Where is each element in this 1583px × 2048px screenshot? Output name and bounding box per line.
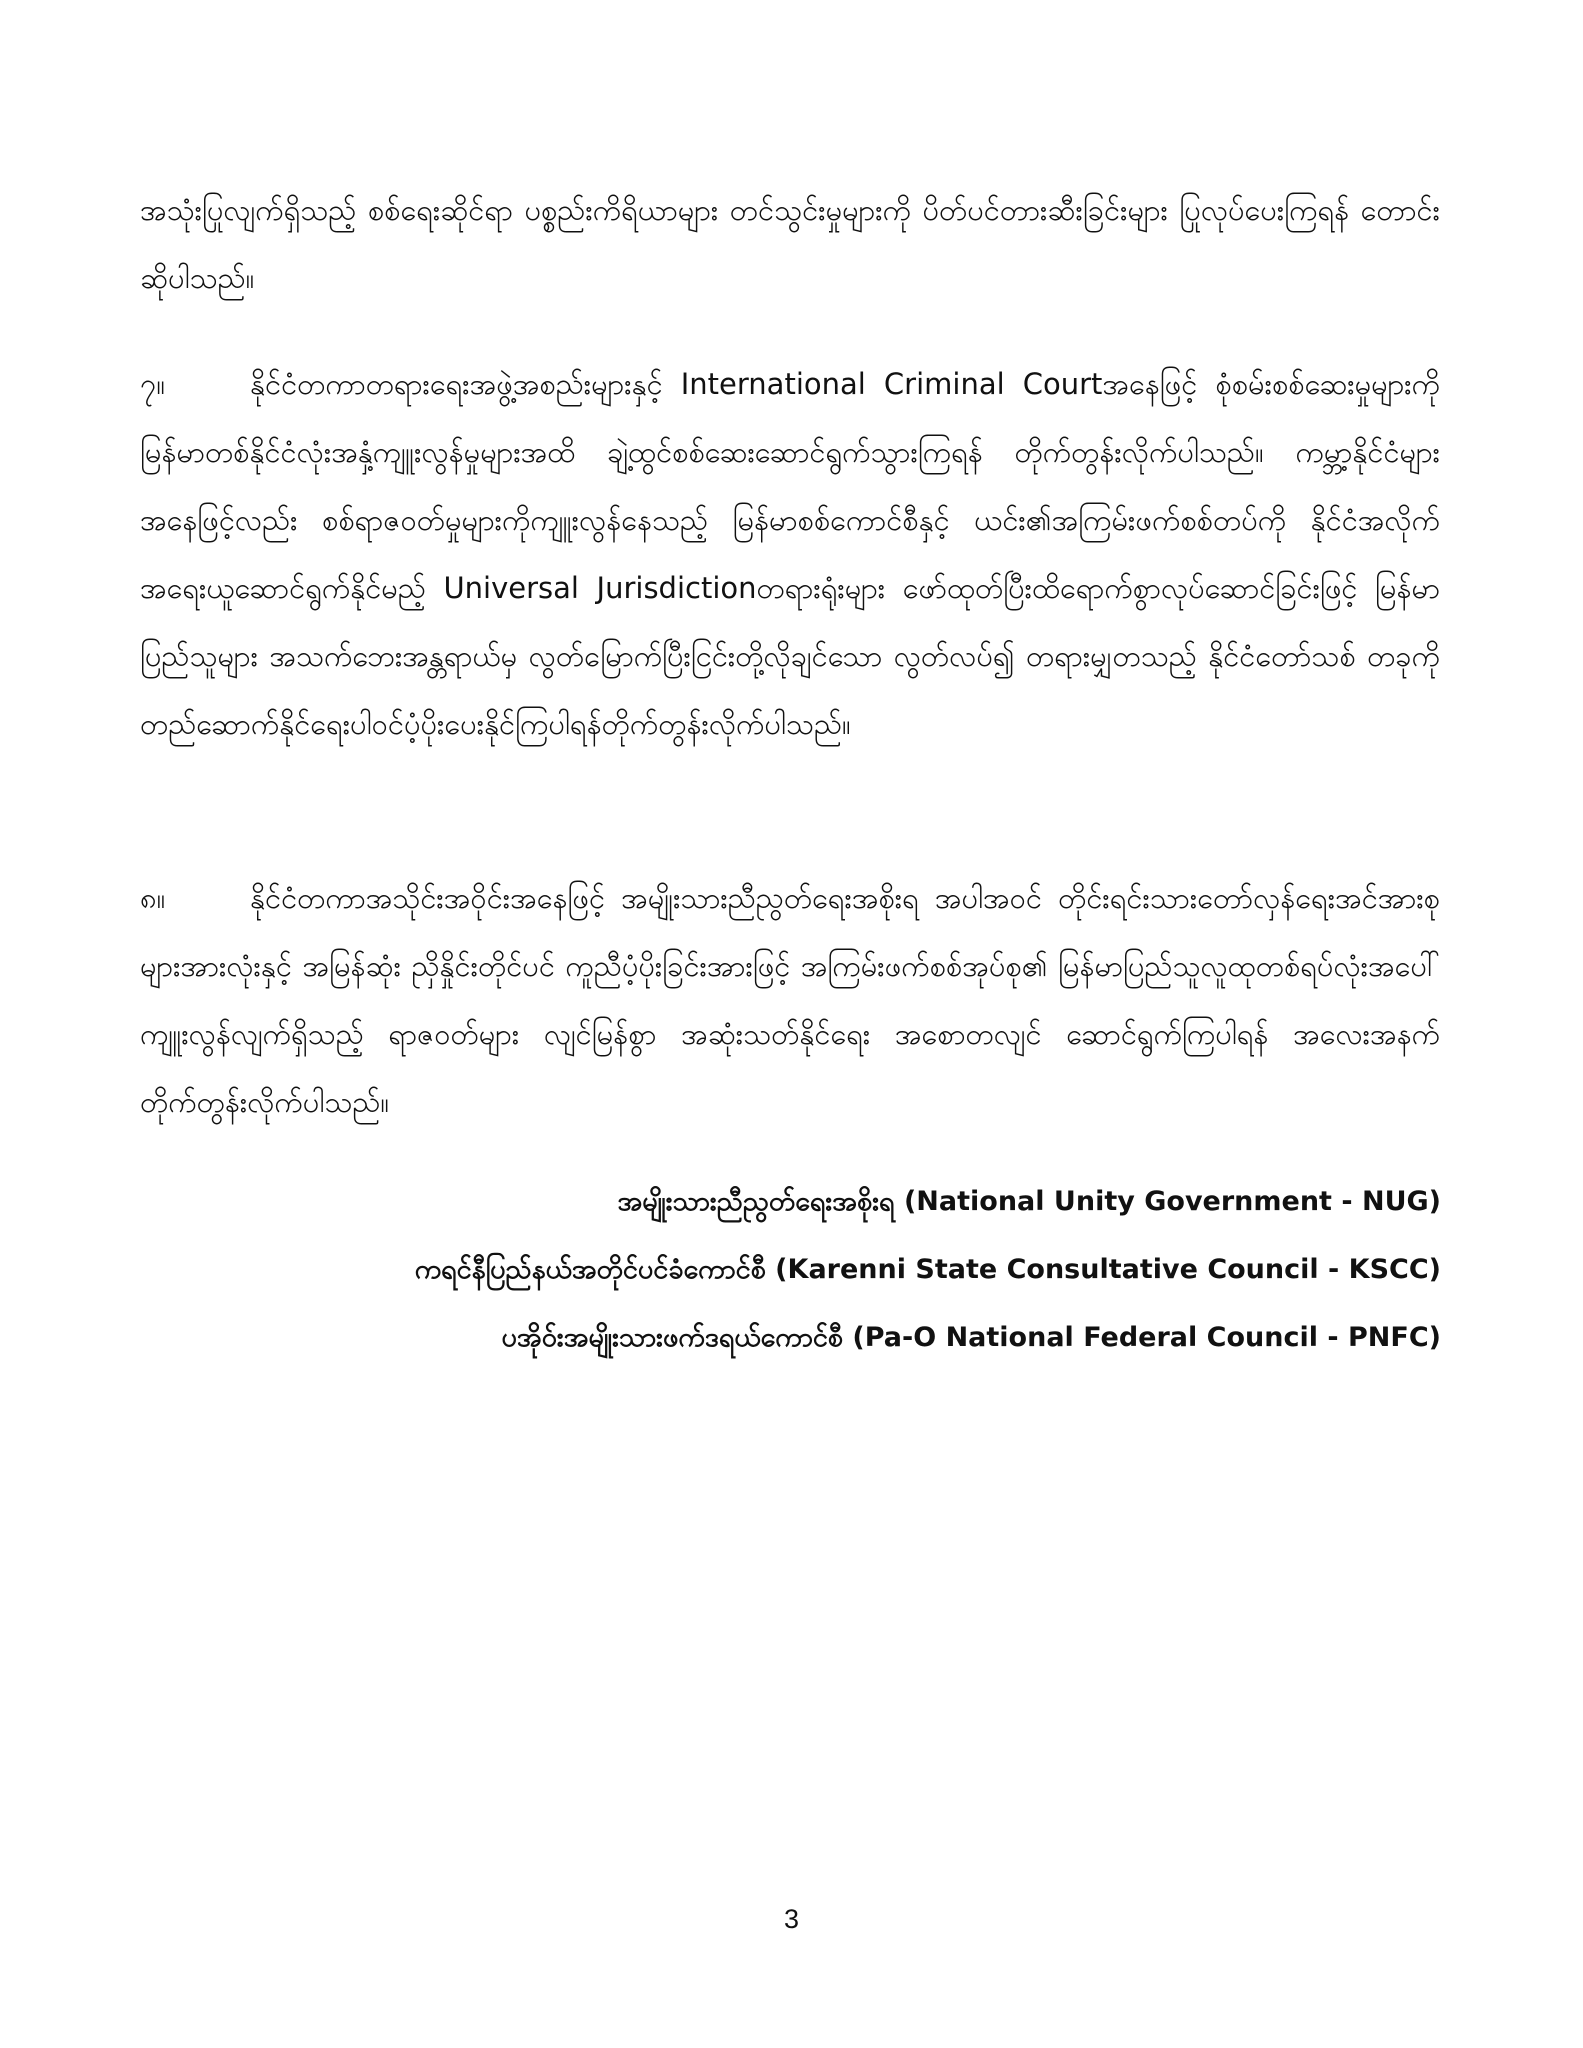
signature-kscc: ကရင်နီပြည်နယ်အတိုင်ပင်ခံကောင်စီ (Karenni State Consultative Council - KSCC) [414, 1254, 1441, 1285]
paragraph-7 [140, 350, 1440, 758]
signature-pnfc: ပအိုဝ်းအမျိုးသားဖက်ဒရယ်ကောင်စီ (Pa-O National Federal Council - PNFC) [501, 1322, 1441, 1353]
signature-block [415, 1168, 1441, 1372]
paragraph-continuation: အသုံးပြုလျက်ရှိသည့် စစ်ရေးဆိုင်ရာ ပစ္စည်းကိရိယာများ တင်သွင်းမှုများကို ပိတ်ပင်တားဆီးခြင်းများ ပြုလုပ်ပေးကြရန် တောင်းဆိုပါသည်။ [140, 193, 1440, 295]
page-number: 3 [783, 1904, 800, 1934]
signature-nug: အမျိုးသားညီညွတ်ရေးအစိုးရ (National Unity Government - NUG) [617, 1186, 1441, 1217]
paragraph-8-text: နိုင်ငံတကာအသိုင်းအဝိုင်းအနေဖြင့် အမျိုးသားညီညွတ်ရေးအစိုးရ အပါအဝင် တိုင်းရင်းသားတော်လှန်ရေးအင်အားစုများအားလုံးနှင့် အမြန်ဆုံး ညှိနှိုင်းတိုင်ပင် ကူညီပံ့ပိုးခြင်းအားဖြင့် အကြမ်းဖက်စစ်အုပ်စု၏ မြန်မာပြည်သူလူထုတစ်ရပ်လုံးအပေါ် ကျူးလွန်လျက်ရှိသည့် ရာဇဝတ်များ လျင်မြန်စွာ အဆုံးသတ်နိုင်ရေး အစောတလျင် ဆောင်ရွက်ကြပါရန် အလေးအနက် တိုက်တွန်းလိုက်ပါသည်။ [140, 881, 1440, 1119]
paragraph-7-text: နိုင်ငံတကာတရားရေးအဖွဲ့အစည်းများနှင့် International Criminal Courtအနေဖြင့် စုံစမ်းစစ်ဆေးမှုများကိုမြန်မာတစ်နိုင်ငံလုံးအနှံ့ကျူးလွန်မှုများအထိ ချဲ့ထွင်စစ်ဆေးဆောင်ရွက်သွားကြရန် တိုက်တွန်းလိုက်ပါသည်။ ကမ္ဘာ့နိုင်ငံများအနေဖြင့်လည်း စစ်ရာဇဝတ်မှုများကိုကျူးလွန်နေသည့် မြန်မာစစ်ကောင်စီနှင့် ယင်း၏အကြမ်းဖက်စစ်တပ်ကို နိုင်ငံအလိုက်အရေးယူဆောင်ရွက်နိုင်မည့် Universal Jurisdictionတရားရုံးများ ဖော်ထုတ်ပြီးထိရောက်စွာလုပ်ဆောင်ခြင်းဖြင့် မြန်မာပြည်သူများ အသက်ဘေးအန္တရာယ်မှ လွတ်မြောက်ပြီးငြင်းတို့လိုချင်သော လွတ်လပ်၍ တရားမျှတသည့် နိုင်ငံတော်သစ် တခုကိုတည်ဆောက်နိုင်ရေးပါဝင်ပံ့ပိုးပေးနိုင်ကြပါရန်တိုက်တွန်းလိုက်ပါသည်။ [140, 367, 1440, 741]
paragraph-8-number: ၈။ [140, 881, 166, 915]
paragraph-7-number: ၇။ [140, 367, 166, 401]
paragraph-8 [140, 864, 1440, 1136]
